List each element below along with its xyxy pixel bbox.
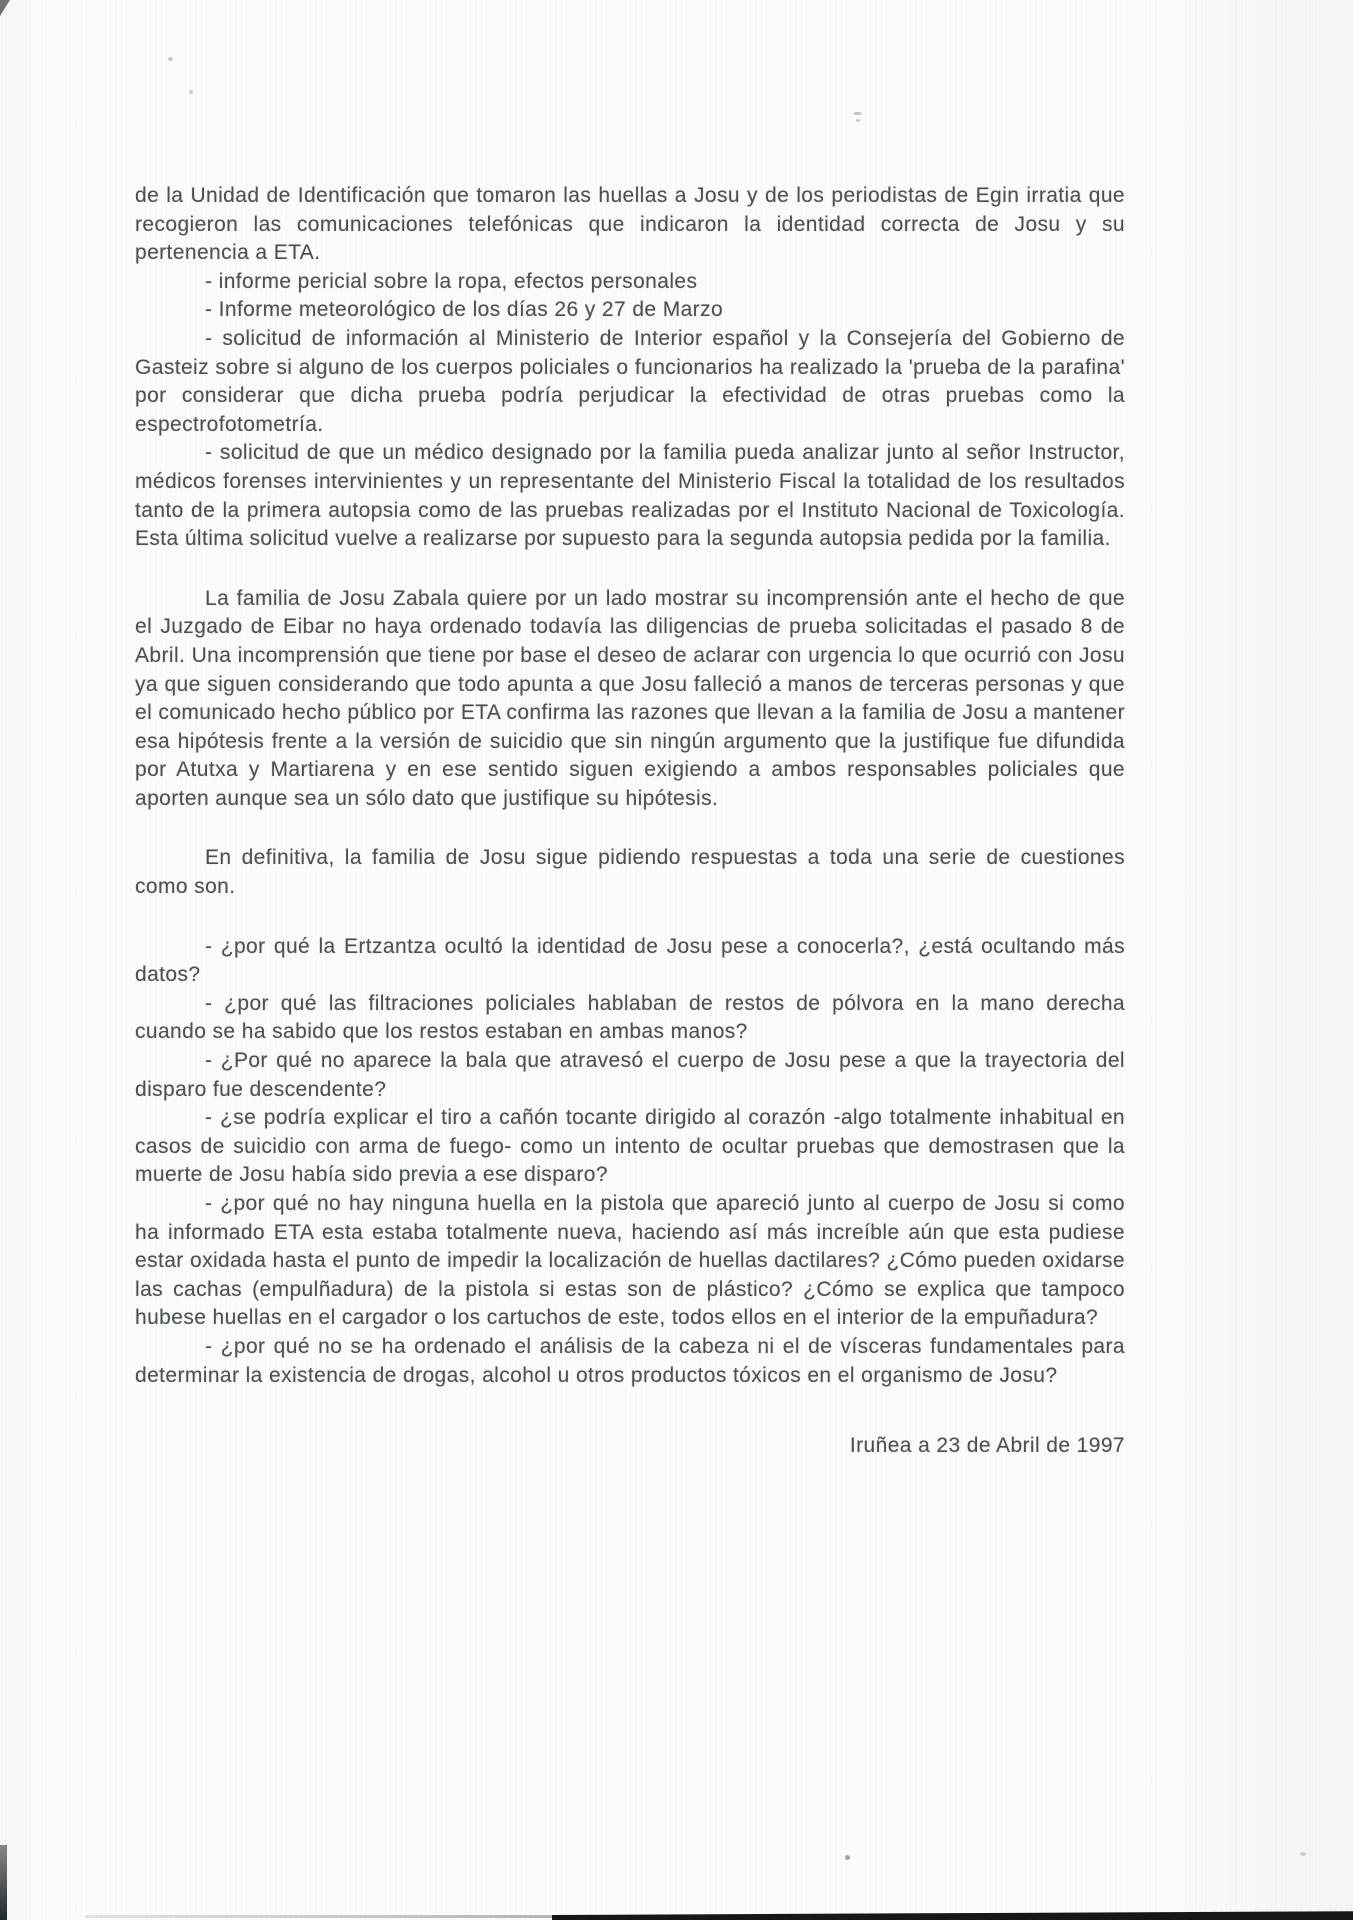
list-item-solicitud-medico: - solicitud de que un médico designado por la familia pueda analizar junto al señor Instructor, médicos forenses intervinientes y un representante del Ministerio Fiscal la totalidad de los resultados tanto de la primera autopsia como de las pruebas realizadas por el Instituto Nacional de Toxicología. Esta última solicitud vuelve a realizarse por supuesto para la segunda autopsia pedida por la familia. <box>135 441 1125 551</box>
paragraph-familia-incomprension: La familia de Josu Zabala quiere por un lado mostrar su incomprensión ante el hecho de que el Juzgado de Eibar no haya ordenado todavía las diligencias de prueba solicitadas el pasado 8 de Abril. Una incomprensión que tiene por base el deseo de aclarar con urgencia lo que ocurrió con Josu ya que siguen considerando que todo apunta a que Josu falleció a manos de terceras personas y que el comunicado hecho público por ETA confirma las razones que llevan a la familia de Josu a mantener esa hipótesis frente a la versión de suicidio que sin ningún argumento que la justifique fue difundida por Atutxa y Martiarena y en ese sentido siguen exigiendo a ambos responsables policiales que aporten aunque sea un sólo dato que justifique su hipótesis. <box>135 586 1125 810</box>
scan-mark-top-left-corner <box>0 0 10 16</box>
scan-strip-bottom-left <box>0 1845 7 1920</box>
scan-hairline-bottom <box>85 1915 1353 1918</box>
scan-speck <box>856 119 860 122</box>
date-line: Iruñea a 23 de Abril de 1997 <box>849 1434 1125 1458</box>
question-analisis-cabeza: - ¿por qué no se ha ordenado el análisis de la cabeza ni el de vísceras fundamentales para determinar la existencia de drogas, alcohol u otros productos tóxicos en el organismo de Josu? <box>135 1334 1125 1387</box>
question-tiro-canon-tocante: - ¿se podría explicar el tiro a cañón tocante dirigido al corazón -algo totalmente inhabitual en casos de suicidio con arma de fuego- como un intento de ocultar pruebas que demostrasen que la muerte de Josu había sido previa a ese disparo? <box>135 1106 1125 1187</box>
scan-speck <box>845 1855 850 1860</box>
scan-speck <box>1300 1852 1306 1856</box>
scan-speck <box>853 112 862 115</box>
question-huellas-pistola: - ¿por qué no hay ninguna huella en la pistola que apareció junto al cuerpo de Josu si como ha informado ETA esta estaba totalmente nueva, haciendo así más increíble aún que esta pudiese estar oxidada hasta el punto de impedir la localización de huellas dactilares? ¿Cómo pueden oxidarse las cachas (empulñadura) de la pistola si estas son de plástico? ¿Cómo se explica que tampoco hubese huellas en el cargador o los cartuchos de este, todos ellos en el interior de la empuñadura? <box>135 1192 1125 1330</box>
question-bala-trayectoria: - ¿Por qué no aparece la bala que atravesó el cuerpo de Josu pese a que la trayectoria del disparo fue descendente? <box>135 1049 1125 1101</box>
scan-speck <box>168 57 173 61</box>
list-item-solicitud-informacion: - solicitud de información al Ministerio de Interior español y la Consejería del Gobierno de Gasteiz sobre si alguno de los cuerpos policiales o funcionarios ha realizado la 'prueba de la parafina' por considerar que dicha prueba podría perjudicar la efectividad de otras pruebas como la espectrofotometría. <box>135 326 1125 436</box>
document-body <box>135 182 1125 1461</box>
paragraph-en-definitiva: En definitiva, la familia de Josu sigue pidiendo respuestas a toda una serie de cuestiones como son. <box>135 846 1125 899</box>
list-item-informe-pericial: - informe pericial sobre la ropa, efectos personales <box>205 269 698 293</box>
scan-speck <box>189 90 193 94</box>
scan-black-bar-bottom-right <box>552 1909 1353 1920</box>
question-ertzantza-identidad: - ¿por qué la Ertzantza ocultó la identidad de Josu pese a conocerla?, ¿está ocultando más datos? <box>135 934 1125 987</box>
paragraph-continuation: de la Unidad de Identificación que tomaron las huellas a Josu y de los periodistas de Egin irratia que recogieron las comunicaciones telefónicas que indicaron la identidad correcta de Josu y su pertenencia a ETA. <box>135 184 1125 265</box>
list-item-informe-meteorologico: - Informe meteorológico de los días 26 y 27 de Marzo <box>205 298 724 322</box>
question-filtraciones-polvora: - ¿por qué las filtraciones policiales hablaban de restos de pólvora en la mano derecha cuando se ha sabido que los restos estaban en ambas manos? <box>135 991 1125 1044</box>
